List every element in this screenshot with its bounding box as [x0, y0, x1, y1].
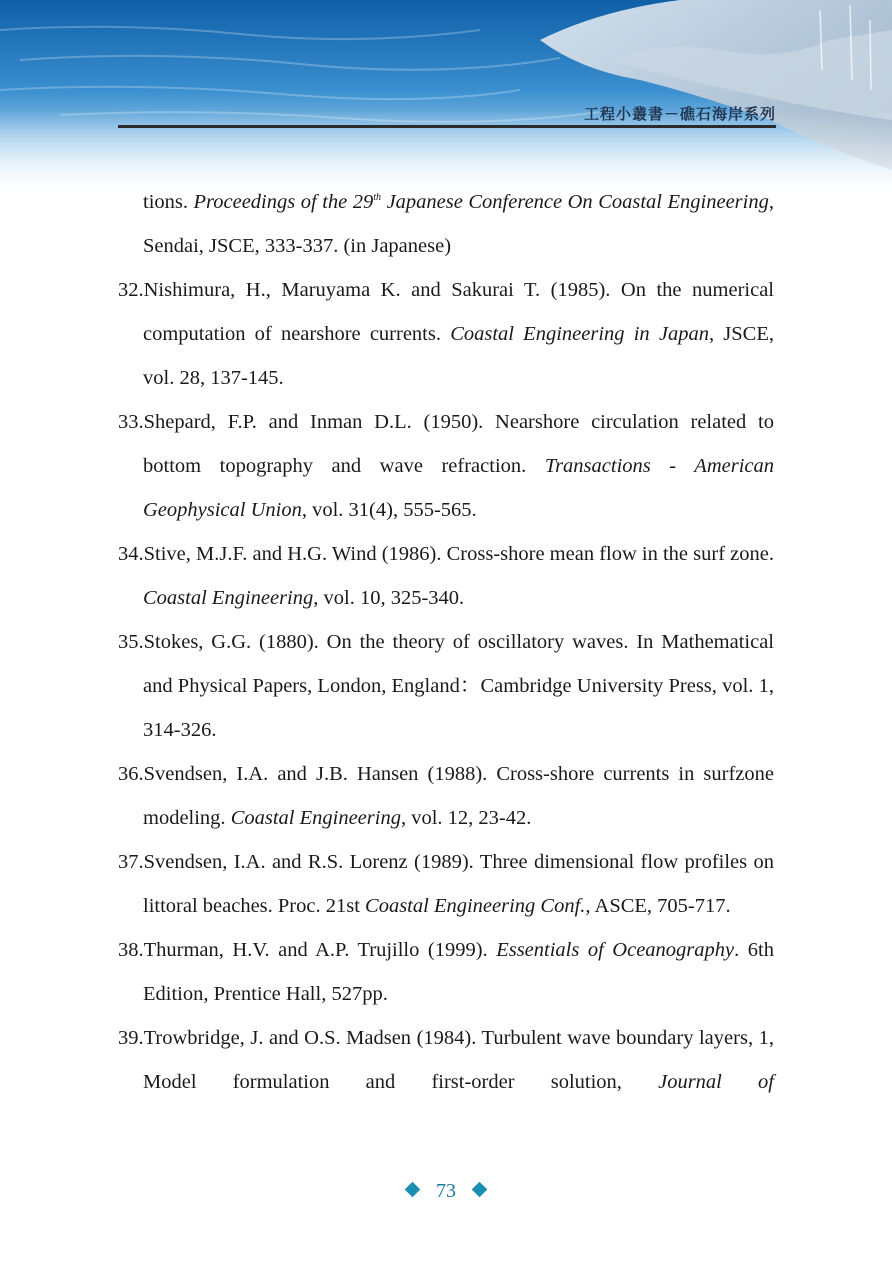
page-footer — [0, 1180, 892, 1203]
diamond-icon — [472, 1182, 488, 1198]
reference-33 — [118, 400, 774, 532]
ref-text: 37.Svendsen, I.A. and R.S. Lorenz (1989). Three dimensional flow profiles on littoral beaches. Proc. 21st — [118, 851, 774, 917]
ref-journal: Essentials of Oceanography — [496, 939, 735, 961]
reference-35 — [118, 620, 774, 752]
ref-text: , vol. 10, 325-340. — [313, 587, 465, 609]
ref-text: 32.Nishimura, H., Maruyama K. and Sakurai T. (1985). On the numerical computation of nearshore currents. — [118, 279, 774, 345]
ref-journal: Journal of — [658, 1071, 775, 1093]
reference-list — [118, 180, 774, 1104]
ref-text: 33.Shepard, F.P. and Inman D.L. (1950). Nearshore circulation related to bottom topography and wave refraction. — [118, 411, 774, 477]
ref-text: . 6th Edition, Prentice Hall, 527pp. — [143, 939, 774, 1005]
ref-text: 36.Svendsen, I.A. and J.B. Hansen (1988). Cross-shore currents in surfzone modeling. — [118, 763, 774, 829]
reference-32 — [118, 268, 774, 400]
ref-text: , vol. 12, 23-42. — [400, 807, 532, 829]
ref-text: , vol. 31(4), 555-565. — [301, 499, 477, 521]
ref-journal: Coastal Engineering — [143, 587, 314, 609]
diamond-icon — [405, 1182, 421, 1198]
reference-39 — [118, 1016, 774, 1104]
reference-38 — [118, 928, 774, 1016]
ref-text: 35.Stokes, G.G. (1880). On the theory of oscillatory waves. In Mathematical and Physical Papers, London, England：Cambridge University Press, vol. 1, 314-326. — [118, 631, 774, 741]
reference-34 — [118, 532, 774, 620]
ref-text: , Sendai, JSCE, 333-337. (in Japanese) — [143, 191, 774, 257]
page-number: 73 — [436, 1180, 456, 1202]
ref-text: tions. — [143, 191, 194, 213]
ref-text: 39.Trowbridge, J. and O.S. Madsen (1984). Turbulent wave boundary layers, 1, Model formulation and first-order solution, — [118, 1027, 774, 1093]
ref-text: 34.Stive, M.J.F. and H.G. Wind (1986). Cross-shore mean flow in the surf zone. — [118, 543, 774, 565]
ref-journal: Coastal Engineering in Japan — [450, 323, 709, 345]
ref-text: , ASCE, 705-717. — [585, 895, 731, 917]
ref-superscript: th — [373, 192, 382, 204]
series-title: 工程小叢書－礁石海岸系列 — [583, 105, 776, 123]
ref-text: 38.Thurman, H.V. and A.P. Trujillo (1999). — [118, 939, 497, 961]
reference-31-continuation — [118, 180, 774, 268]
reference-37 — [118, 840, 774, 928]
ref-journal: Proceedings of the 29 — [193, 191, 374, 213]
ref-journal: Coastal Engineering — [230, 807, 401, 829]
reference-36 — [118, 752, 774, 840]
header-rule — [118, 125, 776, 128]
ref-journal: Transactions - American Geophysical Union — [143, 455, 774, 521]
header-banner-image — [0, 0, 892, 200]
ref-text: , JSCE, vol. 28, 137-145. — [143, 323, 774, 389]
ref-journal: Japanese Conference On Coastal Engineering — [381, 191, 769, 213]
ref-journal: Coastal Engineering Conf. — [365, 895, 586, 917]
